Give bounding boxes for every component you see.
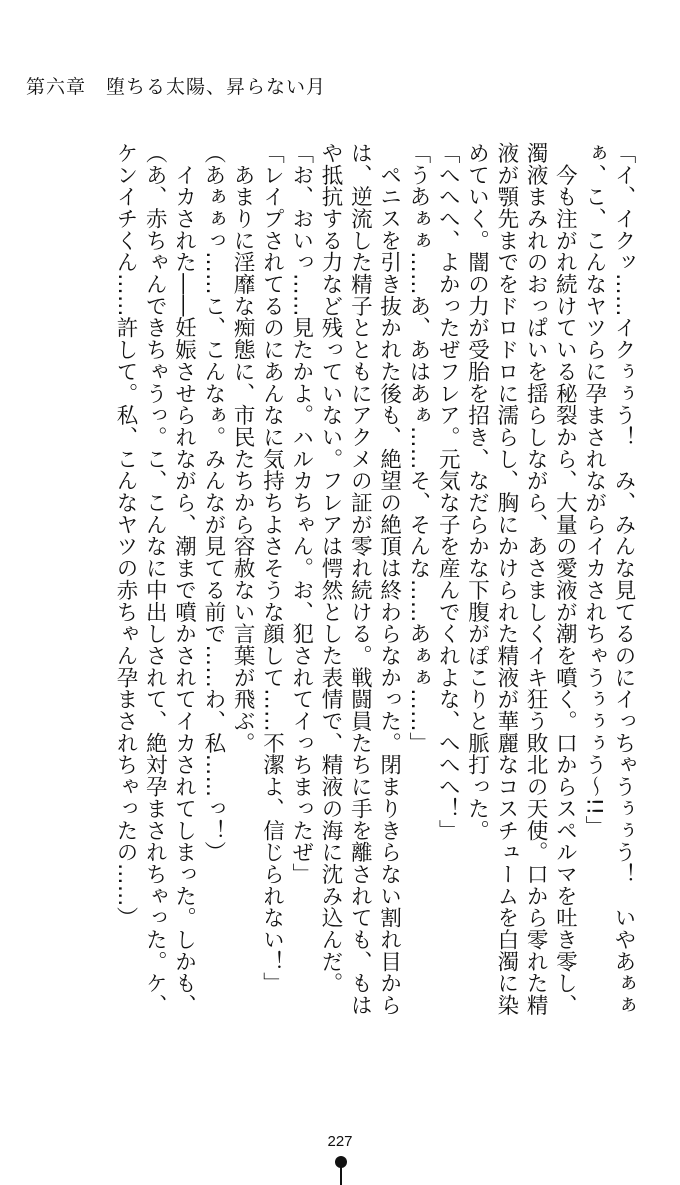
- text-line: は、逆流した精子とともにアクメの証が零れ続ける。戦闘員たちに手を離されても、もは: [347, 142, 373, 1016]
- page-marker-stem: [340, 1167, 342, 1185]
- text-line: 「うあぁぁ……あ、あはあぁ……そ、そんな……あぁぁ……」: [405, 142, 431, 754]
- text-line: 濁液まみれのおっぱいを揺らしながら、あさましくイキ狂う敗北の天使。口から零れた精: [523, 142, 549, 1016]
- text-line: 「イ、イクッ……イクぅぅう！ み、みんな見てるのにイっちゃうぅぅう！ いやあぁぁ: [611, 142, 636, 1016]
- page-number: 227: [327, 1133, 353, 1150]
- text-line: 「レイプされてるのにあんなに気持ちよさそうな顔して……不潔よ、信じられない！」: [259, 142, 285, 995]
- text-line: ケンイチくん……許して。私、こんなヤツの赤ちゃん孕まされちゃったの……）: [112, 142, 138, 929]
- body-text: [111, 142, 638, 1016]
- chapter-header: 第六章 堕ちる太陽、昇らない月: [26, 76, 327, 98]
- text-line: 「お、おいっ……見たかよ。ハルカちゃん。お、犯されてイっちまったぜ」: [288, 142, 314, 885]
- text-line: ぁ、こ、こんなヤツらに孕まされながらイカされちゃうぅぅぅう〜!!」: [581, 142, 607, 838]
- text-line: （あ、赤ちゃんできちゃうっ。こ、こんなに中出しされて、絶対孕まされちゃった。ケ、: [142, 142, 168, 1016]
- text-line: や抵抗する力など残っていない。フレアは愕然とした表情で、精液の海に沈み込んだ。: [318, 142, 344, 995]
- text-line: ペニスを引き抜かれた後も、絶望の絶頂は終わらなかった。閉まりきらない割れ目から: [376, 142, 402, 1016]
- text-line: 「へへへ、よかったぜフレア。元気な子を産んでくれよな、へへへ！」: [435, 142, 461, 842]
- text-line: あまりに淫靡な痴態に、市民たちから容赦ない言葉が飛ぶ。: [230, 142, 256, 754]
- page-marker-icon: [335, 1156, 347, 1185]
- text-line: イカされた――妊娠させられながら、潮まで噴かされてイカされてしまった。しかも、: [171, 142, 197, 1016]
- text-line: 今も注がれ続けている秘裂から、大量の愛液が潮を噴く。口からスペルマを吐き零し、: [552, 142, 578, 1016]
- text-line: めていく。闇の力が受胎を招き、なだらかな下腹がぽこりと脈打った。: [464, 142, 490, 842]
- text-line: （あぁぁっ……こ、こんなぁ。みんなが見てる前で……わ、私……っ！）: [200, 142, 226, 864]
- text-line: 液が顎先までをドロドロに濡らし、胸にかけられた精液が華麗なコスチュームを白濁に染: [493, 142, 519, 1016]
